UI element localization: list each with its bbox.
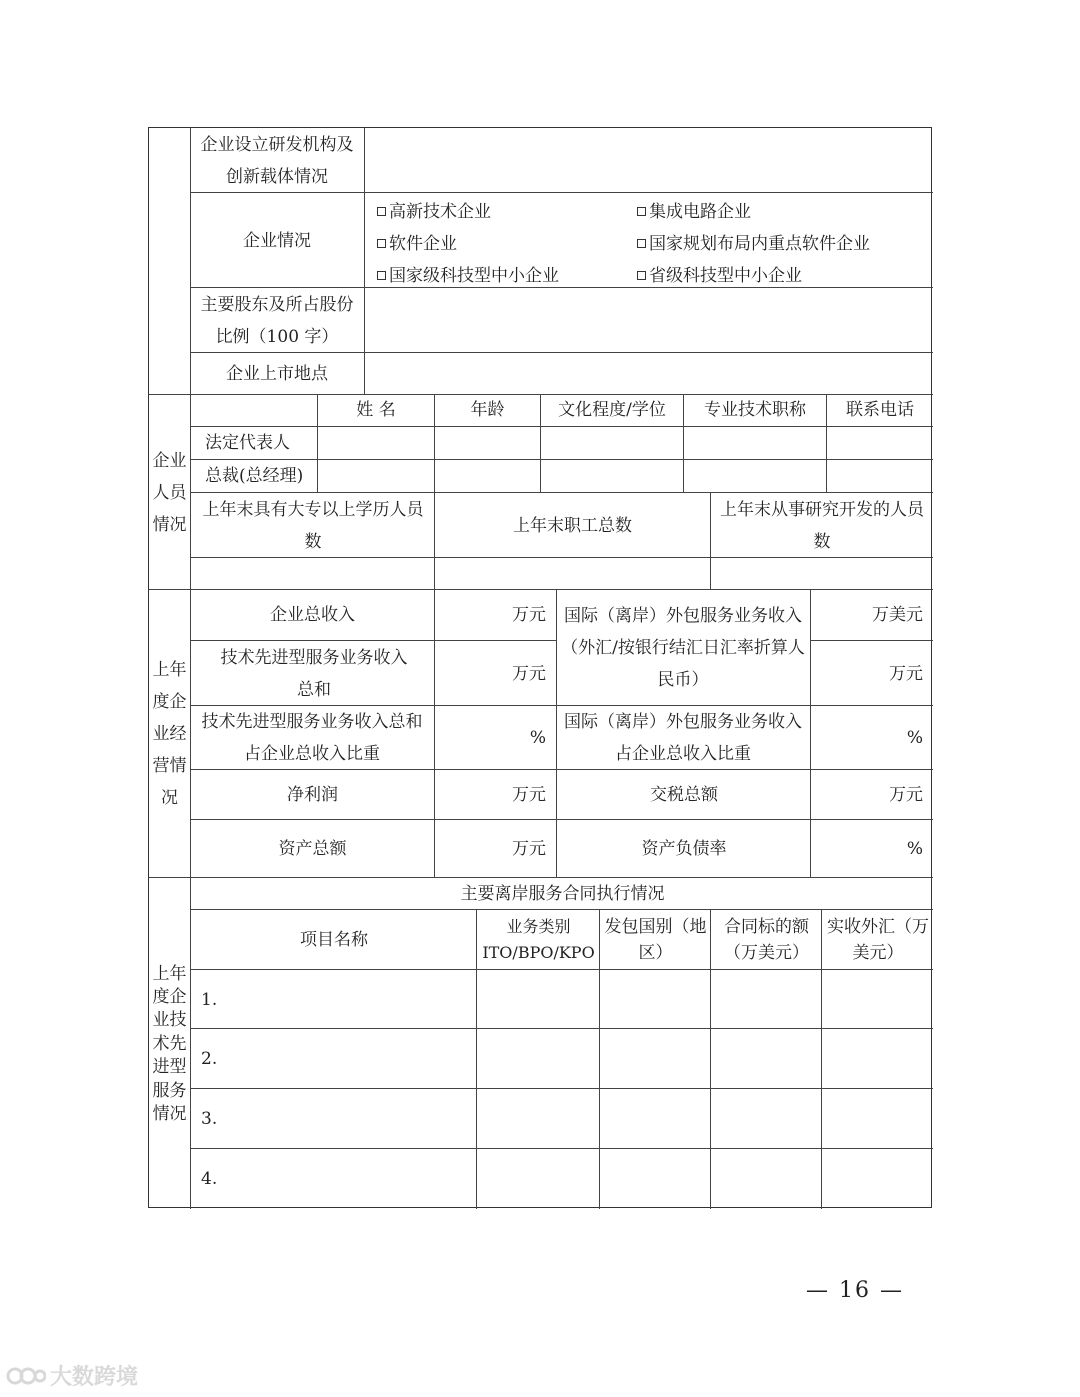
option-label: 软件企业 [389, 234, 457, 254]
contract-row-4: 4. [201, 1169, 218, 1189]
column-divider [556, 589, 557, 877]
contract-row-1: 1. [201, 989, 218, 1010]
header-country: 发包国别（地区） [604, 916, 707, 963]
contract-row-3: 3. [201, 1109, 218, 1129]
column-divider [190, 128, 191, 1209]
tech-income-label: 技术先进型服务业务收入总和 [220, 647, 408, 700]
column-divider [364, 128, 365, 394]
contracts-title: 主要离岸服务合同执行情况 [460, 883, 665, 904]
total-assets-label: 资产总额 [278, 838, 347, 859]
option-provincial-sme[interactable] [637, 260, 802, 292]
edu-staff-label: 上年末具有大专以上学历人员数 [202, 499, 424, 552]
row-divider [810, 640, 933, 641]
option-high-tech[interactable] [377, 196, 491, 228]
header-received-fx: 实收外汇（万美元） [827, 916, 929, 963]
option-national-sme[interactable] [377, 260, 559, 292]
header-age: 年龄 [470, 400, 505, 420]
tax-total-unit: 万元 [889, 784, 923, 805]
option-label: 省级科技型中小企业 [649, 266, 802, 286]
column-divider [434, 492, 435, 589]
application-form-table [148, 127, 932, 1208]
shareholders-label: 主要股东及所占股份比例（100 字） [200, 294, 354, 347]
total-assets-unit: 万元 [512, 838, 546, 859]
contract-row-2: 2. [201, 1049, 218, 1069]
column-divider [826, 394, 827, 492]
ceo-label: 总裁(总经理) [205, 466, 304, 486]
column-divider [810, 589, 811, 877]
debt-ratio-label: 资产负债率 [641, 838, 727, 859]
legal-rep-label: 法定代表人 [205, 433, 290, 453]
total-staff-label: 上年末职工总数 [513, 515, 632, 536]
column-divider [434, 394, 435, 492]
operations-section-label: 上年度企业经营情况 [152, 660, 187, 808]
option-software[interactable] [377, 228, 457, 260]
option-label: 集成电路企业 [649, 202, 751, 222]
enterprise-type-label: 企业情况 [243, 230, 311, 251]
net-profit-unit: 万元 [512, 784, 546, 805]
listing-location-label: 企业上市地点 [226, 364, 328, 384]
watermark [6, 1360, 138, 1391]
column-divider [710, 909, 711, 1209]
column-divider [599, 909, 600, 1209]
header-business-type: 业务类别ITO/BPO/KPO [482, 916, 595, 962]
total-income-label: 企业总收入 [270, 605, 355, 625]
option-label: 国家级科技型中小企业 [389, 266, 559, 286]
header-phone: 联系电话 [846, 400, 914, 420]
offshore-income-unit-usd: 万美元 [872, 605, 923, 625]
checkbox-icon[interactable] [637, 271, 646, 280]
checkbox-icon[interactable] [377, 271, 386, 280]
rd-staff-label: 上年末从事研究开发的人员数 [720, 499, 924, 552]
checkbox-icon[interactable] [637, 207, 646, 216]
header-title: 专业技术职称 [704, 400, 806, 420]
column-divider [821, 909, 822, 1209]
tech-ratio-label: 技术先进型服务业务收入总和占企业总收入比重 [201, 712, 423, 764]
tech-ratio-unit: % [529, 728, 546, 748]
offshore-income-label: 国际（离岸）外包服务业务收入（外汇/按银行结汇日汇率折算人民币） [561, 606, 805, 690]
checkbox-icon[interactable] [377, 207, 386, 216]
net-profit-label: 净利润 [287, 784, 338, 805]
option-label: 国家规划布局内重点软件企业 [649, 234, 870, 254]
option-key-software[interactable] [637, 228, 870, 260]
tax-total-label: 交税总额 [650, 784, 718, 805]
contracts-section-label: 上年度企业技术先进型服务情况 [152, 963, 187, 1125]
checkbox-icon[interactable] [377, 239, 386, 248]
watermark-text: 大数跨境 [50, 1365, 139, 1390]
header-contract-amount: 合同标的额（万美元） [724, 916, 809, 963]
option-ic[interactable] [637, 196, 751, 228]
column-divider [317, 394, 318, 492]
column-divider [683, 394, 684, 492]
column-divider [434, 589, 435, 877]
tech-income-unit: 万元 [512, 663, 546, 684]
column-divider [710, 492, 711, 589]
offshore-income-unit-rmb: 万元 [889, 663, 923, 684]
header-project-name: 项目名称 [300, 929, 368, 950]
header-education: 文化程度/学位 [558, 400, 666, 420]
debt-ratio-unit: % [906, 838, 923, 859]
option-label: 高新技术企业 [389, 202, 491, 222]
total-income-unit: 万元 [512, 605, 546, 625]
watermark-logo-icon [6, 1363, 46, 1389]
offshore-ratio-label: 国际（离岸）外包服务业务收入占企业总收入比重 [564, 712, 802, 764]
column-divider [476, 909, 477, 1209]
page-number: — 16 — [806, 1278, 904, 1303]
column-divider [540, 394, 541, 492]
header-name: 姓 名 [356, 400, 396, 420]
offshore-ratio-unit: % [906, 728, 923, 748]
checkbox-icon[interactable] [637, 239, 646, 248]
rd-institution-label: 企业设立研发机构及创新载体情况 [200, 135, 354, 187]
personnel-section-label: 企业人员情况 [152, 450, 187, 535]
